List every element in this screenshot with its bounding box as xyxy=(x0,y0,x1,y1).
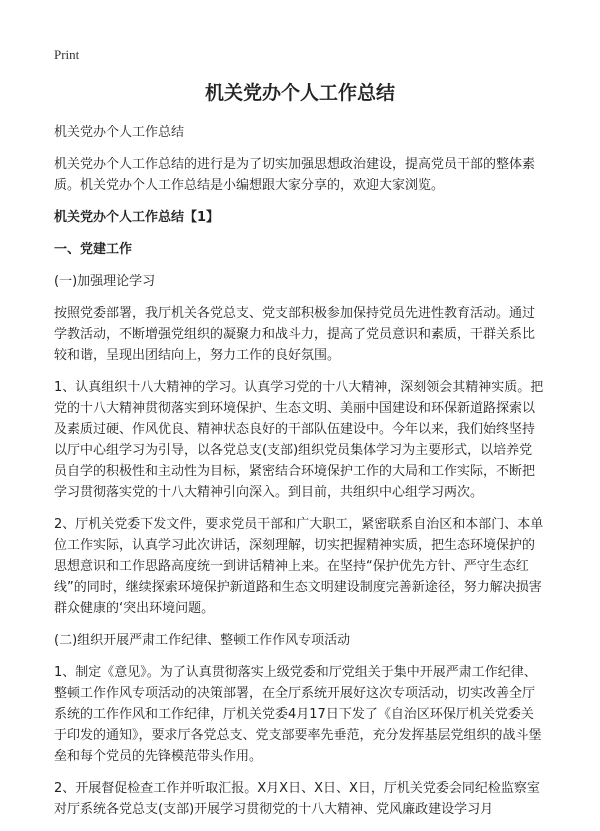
paragraph: 按照党委部署，我厅机关各党总支、党支部积极参加保持党员先进性教育活动。通过学教活动，不断增强党组织的凝聚力和战斗力，提高了党员意识和素质，干群关系比较和谐，呈现出团结向上，努力工作的良好氛围。 xyxy=(54,306,536,363)
paragraph: 1、认真组织十八大精神的学习。认真学习党的十八大精神，深刻领会其精神实质。把党的十八大精神贯彻落实到环境保护、生态文明、美丽中国建设和环保新道路探索以及素质过硬、作风优良、精神状态良好的干部队伍建设中。今年以来，我们始终坚持以厅中心组学习为引导，以各党总支(支部)组织党员集体学习为主要形式，以培养党员自学的积极性和主动性为目标，紧密结合环境保护工作的大局和工作实际，不断把学习贯彻落实党的十八大精神引向深入。到目前，共组织中心组学习两次。 xyxy=(54,380,544,500)
page-title: 机关党办个人工作总结 xyxy=(204,82,395,104)
document-body xyxy=(54,122,544,831)
paragraph: 2、厅机关党委下发文件，要求党员干部和广大职工，紧密联系自治区和本部门、本单位工作实际，认真学习此次讲话，深刻理解，切实把握精神实质，把生态环境保护的思想意识和工作思路高度统一到讲话精神上来。在坚持“保护优先方针、严守生态红线”的同时，继续探索环境保护新道路和生态文明建设制度完善新途径，努力解决损害群众健康的‘突出环境问题。 xyxy=(54,517,544,616)
paragraph-intro: 机关党办个人工作总结的进行是为了切实加强思想政治建设，提高党员干部的整体素质。机关党办个人工作总结是小编想跟大家分享的，欢迎大家浏览。 xyxy=(54,157,536,193)
section-heading: 机关党办个人工作总结【1】 xyxy=(54,210,220,225)
paragraph: 1、制定《意见》。为了认真贯彻落实上级党委和厅党组关于集中开展严肃工作纪律、整顿工作作风专项活动的决策部署，在全厅系统开展好这次专项活动，切实改善全厅系统的工作作风和工作纪律，厅机关党委4月17日下发了《自治区环保厅机关党委关于印发的通知》，要求厅各党总支、党支部要率先垂范，充分发挥基层党组织的战斗堡垒和每个党员的先锋模范带头作用。 xyxy=(54,665,542,764)
print-label: Print xyxy=(54,47,80,62)
paragraph: 2、开展督促检查工作并听取汇报。X月X日、X日、X日，厅机关党委会同纪检监察室对厅系统各党总支(支部)开展学习贯彻党的十八大精神、党风廉政建设学习月 xyxy=(54,781,540,817)
paragraph-subtitle: 机关党办个人工作总结 xyxy=(54,125,185,140)
subsection-heading: (二)组织开展严肃工作纪律、整顿工作作风专项活动 xyxy=(54,633,351,648)
section-heading: 一、党建工作 xyxy=(54,242,133,257)
subsection-heading: (一)加强理论学习 xyxy=(54,274,156,289)
